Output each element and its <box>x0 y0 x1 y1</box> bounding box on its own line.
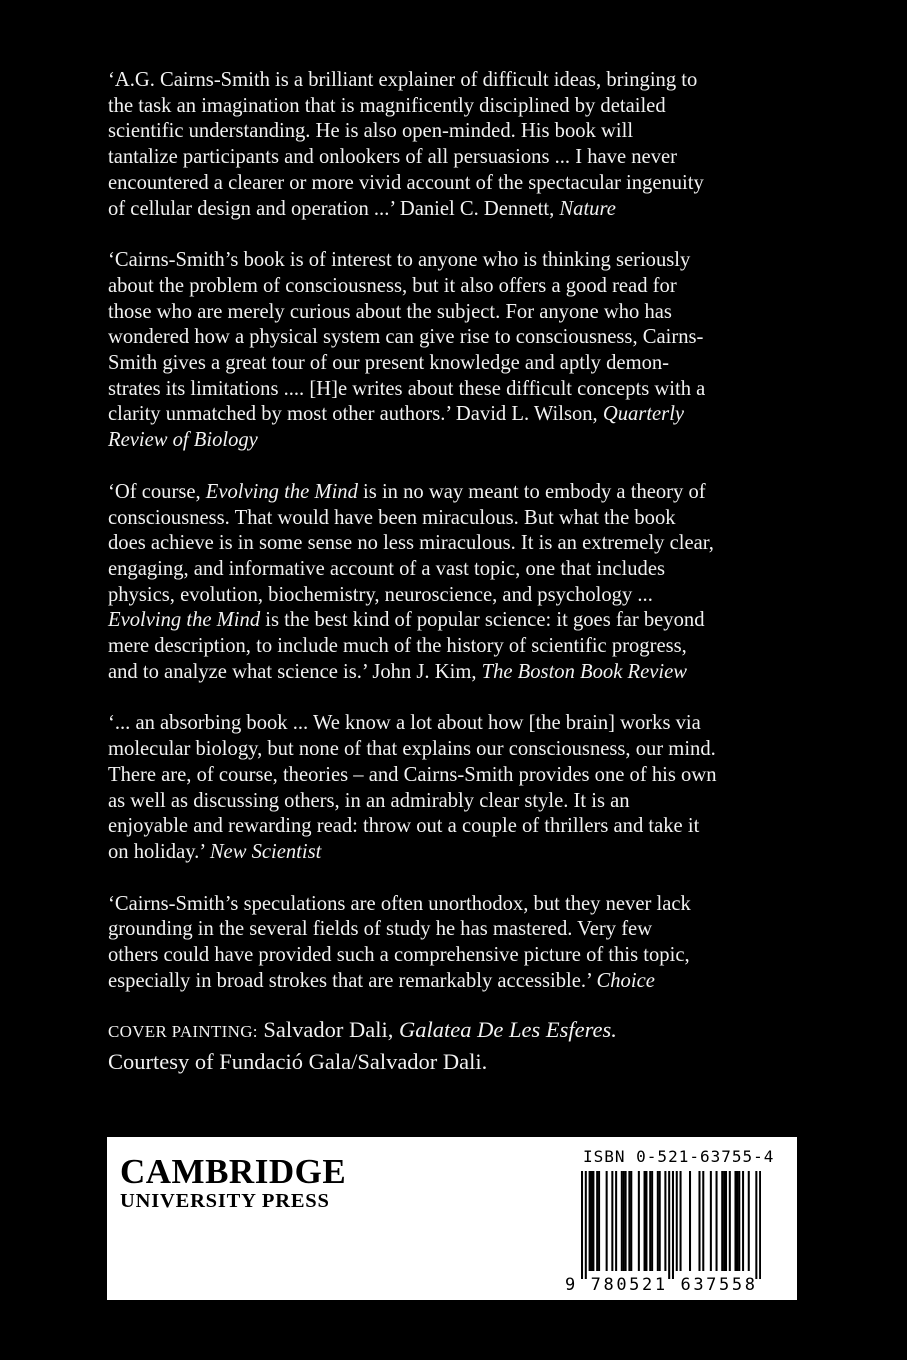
barcode-bar <box>729 1171 731 1271</box>
barcode-bar <box>581 1171 583 1279</box>
cover-credit-label: COVER PAINTING: <box>108 1022 258 1041</box>
barcode-bar <box>725 1171 727 1271</box>
publisher-logo <box>120 1154 346 1212</box>
barcode-bar <box>630 1171 632 1271</box>
quote-text: about the problem of consciousness, but it also offers a good read for <box>108 274 677 297</box>
review-quote <box>108 480 808 686</box>
quote-line <box>108 274 808 300</box>
quote-text: grounding in the several fields of study he has mastered. Very few <box>108 918 653 941</box>
barcode-bar <box>738 1171 740 1271</box>
quote-line <box>108 634 808 660</box>
quote-line <box>108 119 808 145</box>
barcode-graphic <box>581 1171 761 1279</box>
quote-line <box>108 711 808 737</box>
quote-text: as well as discussing others, in an admirably clear style. It is an <box>108 789 630 812</box>
barcode-bar <box>723 1171 725 1271</box>
quote-line <box>108 737 808 763</box>
barcode-bar <box>611 1171 613 1271</box>
barcode-bar <box>716 1171 718 1271</box>
quote-line <box>108 402 808 428</box>
barcode-bar <box>625 1171 627 1271</box>
quote-text: encountered a clearer or more vivid account of the spectacular ingenuity <box>108 171 704 194</box>
quote-text: engaging, and informative account of a vast topic, one that includes <box>108 557 665 580</box>
quote-italic-text: Quarterly <box>602 403 685 426</box>
barcode-bar <box>689 1171 691 1271</box>
quote-text: ‘Cairns-Smith’s book is of interest to anyone who is thinking seriously <box>108 249 691 272</box>
cover-credit-artist: Salvador Dali, <box>263 1017 400 1042</box>
barcode-bar <box>598 1171 600 1271</box>
barcode-bar <box>645 1171 647 1271</box>
quote-line <box>108 531 808 557</box>
quote-line <box>108 660 808 686</box>
cover-credit <box>108 1015 828 1077</box>
quote-line <box>108 377 808 403</box>
quote-line <box>108 145 808 171</box>
barcode-bar <box>759 1171 761 1279</box>
barcode-bar <box>659 1171 661 1271</box>
quote-line <box>108 763 808 789</box>
ean-number: 9 780521 637558 <box>565 1275 758 1295</box>
barcode-bar <box>755 1171 757 1279</box>
quote-text: ‘A.G. Cairns-Smith is a brilliant explainer of difficult ideas, bringing to <box>108 69 698 91</box>
barcode-bar <box>710 1171 712 1271</box>
barcode-bar <box>721 1171 723 1271</box>
quote-text: ‘... an absorbing book ... We know a lot about how [the brain] works via <box>108 712 701 735</box>
barcode-bar <box>585 1171 587 1279</box>
quote-line <box>108 325 808 351</box>
quote-text: does achieve is in some sense no less miraculous. It is an extremely clear, <box>108 532 714 555</box>
cover-credit-courtesy: Courtesy of Fundació Gala/Salvador Dali. <box>108 1049 488 1074</box>
quote-line <box>108 969 808 995</box>
quote-text: scientific understanding. He is also open-minded. His book will <box>108 120 634 143</box>
quote-line <box>108 428 808 454</box>
quote-text: molecular biology, but none of that explains our consciousness, our mind. <box>108 738 716 761</box>
quote-line <box>108 789 808 815</box>
barcode-bar <box>676 1171 678 1271</box>
quote-text: strates its limitations .... [H]e writes about these difficult concepts with a <box>108 377 706 400</box>
quote-line <box>108 68 808 94</box>
review-quotes <box>108 68 808 1021</box>
barcode-bar <box>638 1171 640 1271</box>
quote-line <box>108 943 808 969</box>
barcode-bar <box>651 1171 653 1271</box>
quote-text: enjoyable and rewarding read: throw out a couple of thrillers and take it <box>108 815 700 838</box>
quote-italic-text: Evolving the Mind <box>205 480 358 503</box>
quote-line <box>108 557 808 583</box>
publisher-subname: UNIVERSITY PRESS <box>120 1190 330 1212</box>
quote-text: on holiday.’ <box>108 840 210 863</box>
quote-text: is in no way meant to embody a theory of <box>357 480 706 503</box>
quote-line <box>108 197 808 223</box>
barcode-bar <box>644 1171 646 1271</box>
barcode-bar <box>698 1171 700 1271</box>
quote-line <box>108 248 808 274</box>
quote-line <box>108 814 808 840</box>
barcode-bar <box>606 1171 608 1271</box>
barcode-bar <box>680 1171 682 1271</box>
publisher-panel <box>107 1137 797 1300</box>
quote-italic-text: New Scientist <box>209 840 322 863</box>
barcode-bar <box>592 1171 594 1271</box>
quote-italic-text: Review of Biology <box>108 429 258 452</box>
barcode-bar <box>742 1171 744 1271</box>
quote-text: ‘Of course, <box>108 480 206 503</box>
barcode-bar <box>657 1171 659 1271</box>
quote-line <box>108 300 808 326</box>
quote-text: mere description, to include much of the history of scientific progress, <box>108 635 687 658</box>
barcode-bar <box>649 1171 651 1271</box>
barcode-bar <box>623 1171 625 1271</box>
quote-text: wondered how a physical system can give rise to consciousness, Cairns- <box>108 326 704 349</box>
review-quote <box>108 68 808 222</box>
barcode-bar <box>590 1171 592 1271</box>
quote-text: is the best kind of popular science: it goes far beyond <box>260 609 705 632</box>
quote-line <box>108 351 808 377</box>
quote-line <box>108 917 808 943</box>
review-quote <box>108 248 808 454</box>
quote-line <box>108 840 808 866</box>
quote-italic-text: Evolving the Mind <box>108 609 261 632</box>
quote-text: tantalize participants and onlookers of all persuasions ... I have never <box>108 146 677 169</box>
isbn-label: ISBN 0-521-63755-4 <box>583 1147 775 1166</box>
barcode-bar <box>621 1171 623 1271</box>
quote-text: and to analyze what science is.’ John J. Kim, <box>108 660 482 683</box>
barcode-bar <box>664 1171 666 1271</box>
quote-text: physics, evolution, biochemistry, neuroscience, and psychology ... <box>108 583 653 606</box>
barcode-bar <box>615 1171 617 1271</box>
quote-text: There are, of course, theories – and Cairns-Smith provides one of his own <box>108 763 717 786</box>
barcode <box>581 1171 761 1279</box>
quote-line <box>108 94 808 120</box>
barcode-bar <box>734 1171 736 1271</box>
quote-text: the task an imagination that is magnificently disciplined by detailed <box>108 94 666 117</box>
quote-text: those who are merely curious about the subject. For anyone who has <box>108 300 672 323</box>
quote-text: especially in broad strokes that are remarkably accessible.’ <box>108 969 597 992</box>
quote-line <box>108 583 808 609</box>
quote-line <box>108 480 808 506</box>
quote-text: others could have provided such a comprehensive picture of this topic, <box>108 944 690 967</box>
quote-text: clarity unmatched by most other authors.’ David L. Wilson, <box>108 403 603 426</box>
quote-text: Smith gives a great tour of our present knowledge and aptly demon- <box>108 352 670 375</box>
quote-line <box>108 608 808 634</box>
quote-italic-text: Nature <box>559 197 616 220</box>
review-quote <box>108 711 808 865</box>
barcode-bar <box>736 1171 738 1271</box>
barcode-bar <box>672 1171 674 1279</box>
barcode-bar <box>668 1171 670 1279</box>
quote-line <box>108 892 808 918</box>
review-quote <box>108 892 808 995</box>
quote-italic-text: Choice <box>596 969 655 992</box>
quote-line <box>108 506 808 532</box>
barcode-bar <box>589 1171 591 1271</box>
barcode-bar <box>596 1171 598 1271</box>
quote-text: ‘Cairns-Smith’s speculations are often unorthodox, but they never lack <box>108 892 691 915</box>
barcode-bar <box>748 1171 750 1271</box>
quote-line <box>108 171 808 197</box>
quote-text: consciousness. That would have been miraculous. But what the book <box>108 506 676 529</box>
cover-credit-title: Galatea De Les Esferes. <box>399 1017 617 1042</box>
barcode-bar <box>702 1171 704 1271</box>
publisher-name: CAMBRIDGE <box>120 1152 347 1191</box>
barcode-bar <box>628 1171 630 1271</box>
quote-text: of cellular design and operation ...’ Daniel C. Dennett, <box>108 197 560 220</box>
quote-italic-text: The Boston Book Review <box>481 660 687 683</box>
